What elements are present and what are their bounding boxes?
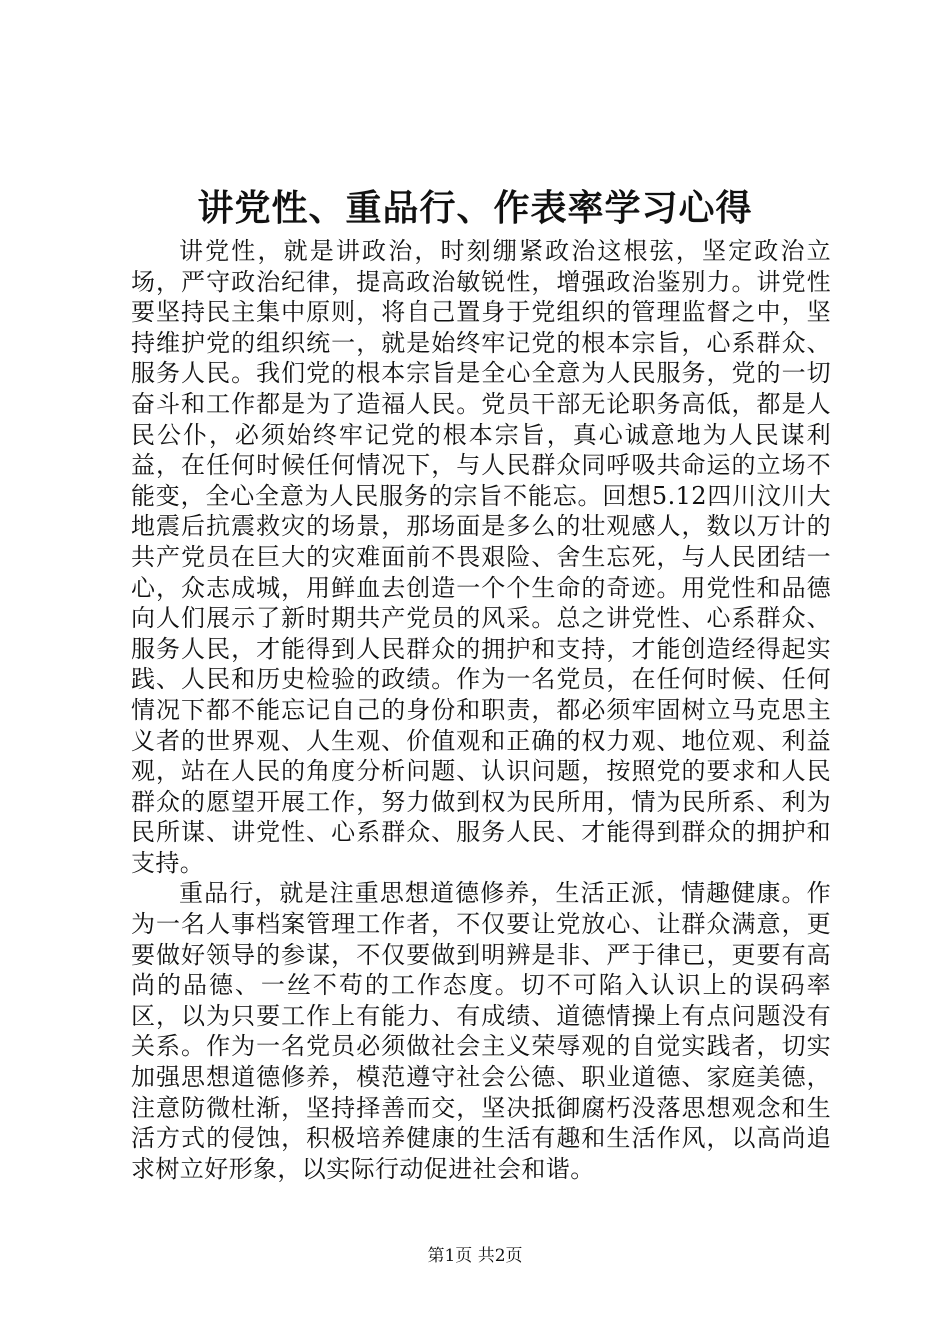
page-number-footer: 第1页 共2页 <box>427 1246 523 1266</box>
paragraph-party-spirit: 讲党性，就是讲政治，时刻绷紧政治这根弦，坚定政治立场，严守政治纪律，提高政治敏锐性，增强政治鉴别力。讲党性要坚持民主集中原则，将自己置身于党组织的管理监督之中，坚持维护党的组织统一，就是始终牢记党的根本宗旨，心系群众、服务人民。我们党的根本宗旨是全心全意为人民服务，党的一切奋斗和工作都是为了造福人民。党员干部无论职务高低，都是人民公仆，必须始终牢记党的根本宗旨，真心诚意地为人民谋利益，在任何时候任何情况下，与人民群众同呼吸共命运的立场不能变，全心全意为人民服务的宗旨不能忘。回想5.12四川汶川大地震后抗震救灾的场景，那场面是多么的壮观感人，数以万计的共产党员在巨大的灾难面前不畏艰险、舍生忘死，与人民团结一心，众志成城，用鲜血去创造一个个生命的奇迹。用党性和品德向人们展示了新时期共产党员的风采。总之讲党性、心系群众、服务人民，才能得到人民群众的拥护和支持，才能创造经得起实践、人民和历史检验的政绩。作为一名党员，在任何时候、任何情况下都不能忘记自己的身份和职责，都必须牢固树立马克思主义者的世界观、人生观、价值观和正确的权力观、地位观、利益观，站在人民的角度分析问题、认识问题，按照党的要求和人民群众的愿望开展工作，努力做到权为民所用，情为民所系、利为民所谋、讲党性、心系群众、服务人民、才能得到群众的拥护和支持。 <box>131 237 831 877</box>
paragraph-moral-conduct: 重品行，就是注重思想道德修养，生活正派，情趣健康。作为一名人事档案管理工作者，不仅要让党放心、让群众满意，更要做好领导的参谋，不仅要做到明辨是非、严于律已，更要有高尚的品德、一丝不苟的工作态度。切不可陷入认识上的误码率区，以为只要工作上有能力、有成绩、道德情操上有点问题没有关系。作为一名党员必须做社会主义荣辱观的自觉实践者，切实加强思想道德修养，模范遵守社会公德、职业道德、家庭美德，注意防微杜渐，坚持择善而交，坚决抵御腐朽没落思想观念和生活方式的侵蚀，积极培养健康的生活有趣和生活作风，以高尚追求树立好形象，以实际行动促进社会和谐。 <box>131 879 831 1183</box>
document-body <box>131 236 831 1184</box>
document-title: 讲党性、重品行、作表率学习心得 <box>197 187 753 229</box>
